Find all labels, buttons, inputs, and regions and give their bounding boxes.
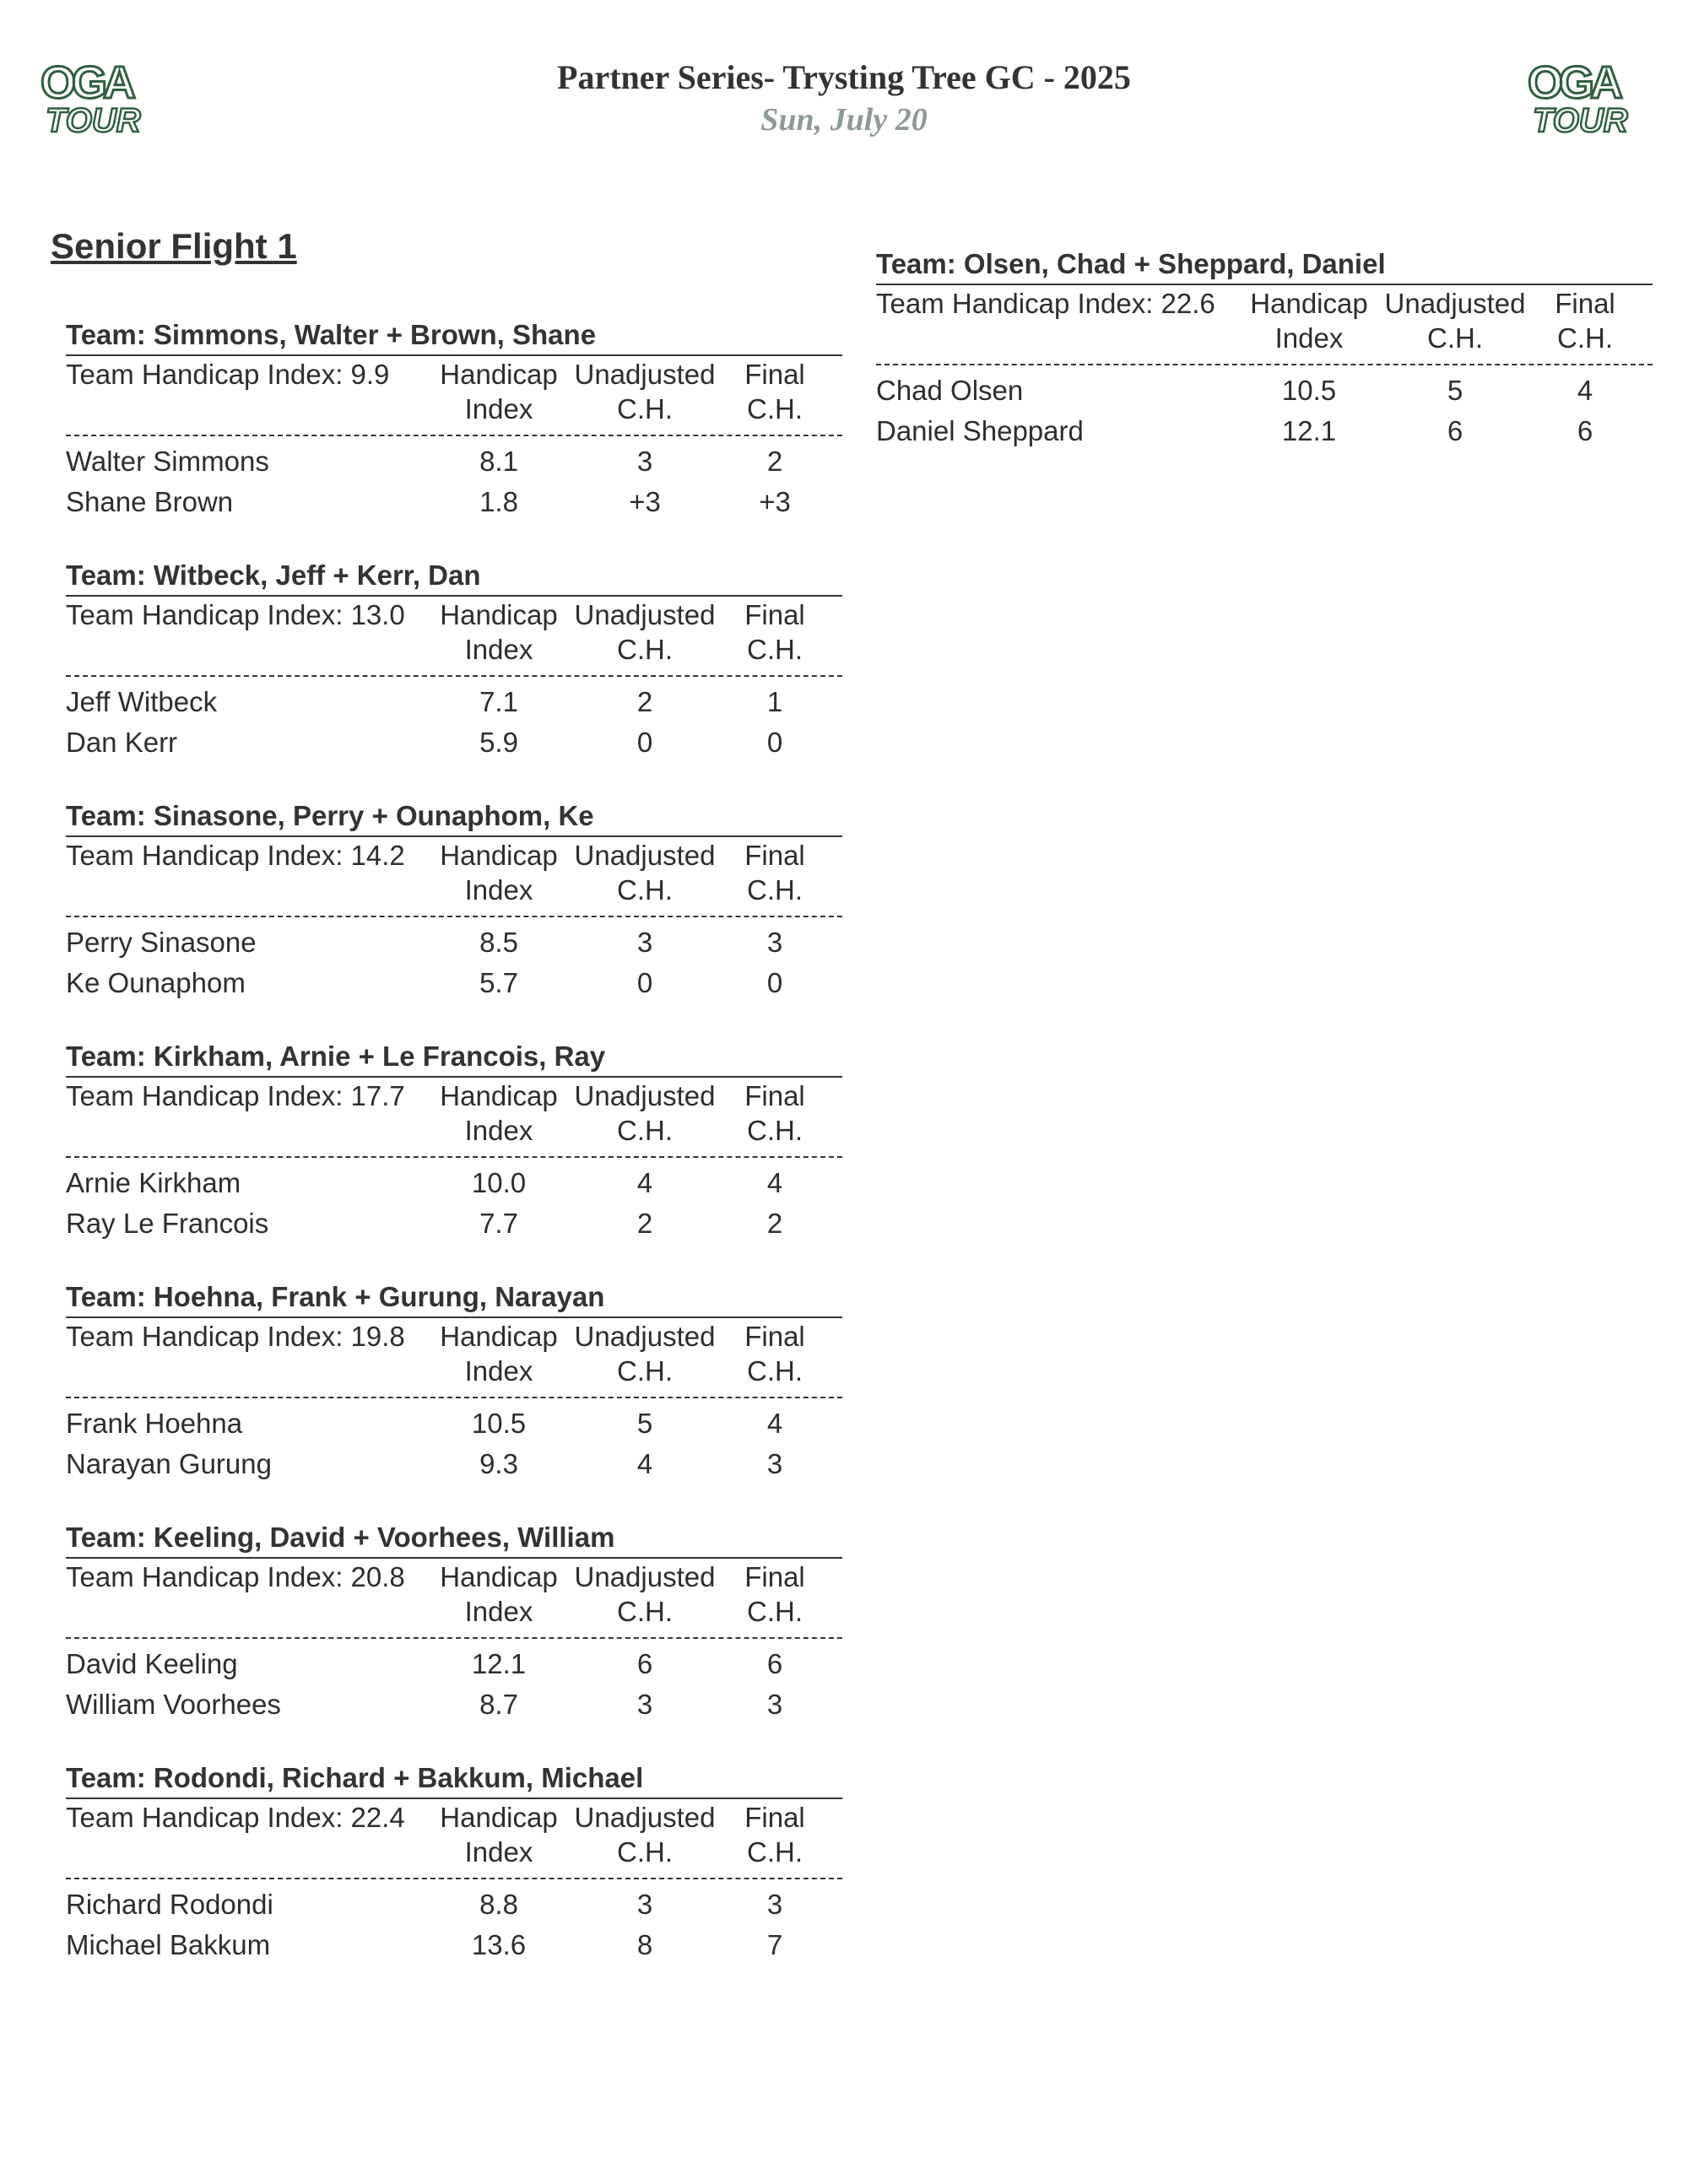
- player-name: David Keeling: [66, 1648, 238, 1679]
- team-block: [66, 1520, 842, 1725]
- player-final-ch: 4: [1577, 375, 1593, 406]
- header-line: Index: [464, 874, 533, 905]
- team-block: [66, 798, 842, 1003]
- team-name: Team: Rodondi, Richard + Bakkum, Michael: [66, 1760, 842, 1799]
- header-line: Handicap: [440, 1080, 558, 1111]
- page-title: Partner Series- Trysting Tree GC - 2025: [557, 58, 1131, 96]
- player-unadjusted-ch: 4: [636, 1448, 653, 1479]
- player-unadjusted-ch: 8: [636, 1929, 653, 1960]
- header-line: Handicap: [1250, 288, 1368, 319]
- final-ch-header: [728, 838, 822, 907]
- unadjusted-ch-header: [562, 838, 728, 907]
- team-header-row: [66, 1078, 842, 1158]
- player-final-ch: 3: [766, 1889, 783, 1920]
- final-ch-header: [728, 1319, 822, 1388]
- player-final-ch: 3: [766, 1689, 783, 1720]
- player-unadjusted-ch: +3: [629, 486, 661, 517]
- page-header: [0, 56, 1688, 140]
- player-name: William Voorhees: [66, 1689, 281, 1720]
- team-handicap-index: Team Handicap Index: 13.0: [66, 599, 405, 630]
- final-ch-header: [728, 597, 822, 667]
- player-unadjusted-ch: 4: [636, 1167, 653, 1198]
- team-handicap-index: Team Handicap Index: 19.8: [66, 1321, 405, 1352]
- player-row: [66, 1444, 842, 1484]
- player-handicap-index: 10.5: [1281, 375, 1337, 406]
- team-block: [66, 1760, 842, 1965]
- player-name: Chad Olsen: [876, 375, 1024, 406]
- player-row: [66, 1925, 842, 1965]
- player-rows: [876, 365, 1653, 451]
- player-row: [66, 963, 842, 1003]
- header-line: Index: [464, 1355, 533, 1387]
- player-handicap-index: 13.6: [471, 1929, 527, 1960]
- header-line: Final: [744, 1802, 805, 1833]
- player-rows: [66, 1879, 842, 1965]
- player-name: Michael Bakkum: [66, 1929, 271, 1960]
- header-line: Unadjusted: [574, 1321, 716, 1352]
- team-handicap-index: Team Handicap Index: 22.6: [876, 288, 1215, 319]
- team-name: Team: Keeling, David + Voorhees, William: [66, 1520, 842, 1559]
- team-name: Team: Sinasone, Perry + Ounaphom, Ke: [66, 798, 842, 837]
- player-row: [66, 722, 842, 763]
- header-line: Index: [1274, 322, 1344, 354]
- player-handicap-index: 8.5: [479, 927, 518, 958]
- handicap-index-header: [436, 1800, 562, 1869]
- header-line: Handicap: [440, 359, 558, 390]
- team-header-row: [66, 1799, 842, 1879]
- header-line: Unadjusted: [574, 1561, 716, 1592]
- player-unadjusted-ch: 0: [636, 727, 653, 758]
- header-line: Handicap: [440, 840, 558, 871]
- handicap-index-header: [436, 597, 562, 667]
- header-line: Index: [464, 634, 533, 665]
- header-line: Index: [464, 1115, 533, 1146]
- player-handicap-index: 7.7: [479, 1208, 518, 1239]
- team-handicap-index: Team Handicap Index: 17.7: [66, 1080, 405, 1111]
- player-final-ch: 1: [766, 686, 783, 717]
- header-line: Unadjusted: [574, 1802, 716, 1833]
- player-handicap-index: 7.1: [479, 686, 518, 717]
- header-line: Final: [1555, 288, 1615, 319]
- unadjusted-ch-header: [562, 597, 728, 667]
- player-rows: [66, 917, 842, 1003]
- left-column: [66, 317, 842, 2001]
- handicap-index-header: [436, 357, 562, 426]
- player-name: Dan Kerr: [66, 727, 178, 758]
- player-handicap-index: 10.0: [471, 1167, 527, 1198]
- player-final-ch: 7: [766, 1929, 783, 1960]
- player-row: [66, 1884, 842, 1925]
- header-line: C.H.: [747, 1596, 803, 1627]
- handicap-index-header: [1246, 286, 1372, 355]
- player-final-ch: +3: [759, 486, 791, 517]
- unadjusted-ch-header: [562, 357, 728, 426]
- player-handicap-index: 5.9: [479, 727, 518, 758]
- right-column: [876, 246, 1653, 487]
- header-line: Final: [744, 840, 805, 871]
- final-ch-header: [728, 1800, 822, 1869]
- header-line: Index: [464, 1596, 533, 1627]
- header-line: Final: [744, 599, 805, 630]
- header-line: Unadjusted: [574, 1080, 716, 1111]
- player-name: Shane Brown: [66, 486, 234, 517]
- unadjusted-ch-header: [562, 1800, 728, 1869]
- header-line: Handicap: [440, 1321, 558, 1352]
- team-header-row: [66, 356, 842, 436]
- header-line: Final: [744, 1561, 805, 1592]
- team-handicap-index: Team Handicap Index: 22.4: [66, 1802, 405, 1833]
- header-line: Unadjusted: [574, 359, 716, 390]
- header-line: Handicap: [440, 599, 558, 630]
- player-unadjusted-ch: 3: [636, 1689, 653, 1720]
- player-unadjusted-ch: 3: [636, 1889, 653, 1920]
- player-name: Arnie Kirkham: [66, 1167, 241, 1198]
- final-ch-header: [1538, 286, 1632, 355]
- player-final-ch: 0: [766, 967, 783, 998]
- player-handicap-index: 8.1: [479, 446, 518, 477]
- header-line: Handicap: [440, 1802, 558, 1833]
- player-handicap-index: 12.1: [1281, 415, 1337, 446]
- player-name: Jeff Witbeck: [66, 686, 218, 717]
- team-handicap-index: Team Handicap Index: 20.8: [66, 1561, 405, 1592]
- unadjusted-ch-header: [562, 1319, 728, 1388]
- player-rows: [66, 1398, 842, 1484]
- header-line: C.H.: [617, 393, 673, 424]
- player-unadjusted-ch: 2: [636, 1208, 653, 1239]
- player-name: Perry Sinasone: [66, 927, 257, 958]
- player-row: [876, 411, 1653, 451]
- final-ch-header: [728, 1078, 822, 1148]
- player-name: Frank Hoehna: [66, 1408, 243, 1439]
- team-handicap-index: Team Handicap Index: 9.9: [66, 359, 390, 390]
- header-line: C.H.: [617, 634, 673, 665]
- header-line: C.H.: [617, 1115, 673, 1146]
- player-name: Ke Ounaphom: [66, 967, 246, 998]
- player-row: [66, 1203, 842, 1244]
- handicap-index-header: [436, 1319, 562, 1388]
- team-header-row: [66, 597, 842, 677]
- event-date: Sun, July 20: [760, 102, 928, 138]
- final-ch-header: [728, 1560, 822, 1629]
- handicap-index-header: [436, 1560, 562, 1629]
- header-line: C.H.: [747, 634, 803, 665]
- header-line: Unadjusted: [1384, 288, 1526, 319]
- team-name: Team: Hoehna, Frank + Gurung, Narayan: [66, 1279, 842, 1318]
- team-header-row: [876, 285, 1653, 365]
- player-row: [66, 1684, 842, 1725]
- player-final-ch: 6: [766, 1648, 783, 1679]
- player-handicap-index: 5.7: [479, 967, 518, 998]
- player-unadjusted-ch: 6: [636, 1648, 653, 1679]
- header-line: Final: [744, 1321, 805, 1352]
- header-line: C.H.: [747, 1836, 803, 1868]
- team-name: Team: Kirkham, Arnie + Le Francois, Ray: [66, 1039, 842, 1078]
- player-final-ch: 2: [766, 1208, 783, 1239]
- player-name: Richard Rodondi: [66, 1889, 273, 1920]
- team-name: Team: Witbeck, Jeff + Kerr, Dan: [66, 558, 842, 597]
- player-row: [66, 441, 842, 482]
- team-name: Team: Olsen, Chad + Sheppard, Daniel: [876, 246, 1653, 285]
- player-final-ch: 4: [766, 1167, 783, 1198]
- unadjusted-ch-header: [562, 1078, 728, 1148]
- player-row: [876, 370, 1653, 411]
- team-header-row: [66, 837, 842, 917]
- player-final-ch: 4: [766, 1408, 783, 1439]
- player-unadjusted-ch: 2: [636, 686, 653, 717]
- team-block: [66, 558, 842, 763]
- player-rows: [66, 1158, 842, 1244]
- player-rows: [66, 1639, 842, 1725]
- team-block: [66, 317, 842, 522]
- handicap-index-header: [436, 1078, 562, 1148]
- flight-title: Senior Flight 1: [51, 226, 297, 266]
- player-final-ch: 3: [766, 927, 783, 958]
- player-unadjusted-ch: 5: [636, 1408, 653, 1439]
- final-ch-header: [728, 357, 822, 426]
- player-unadjusted-ch: 6: [1447, 415, 1463, 446]
- header-line: Index: [464, 1836, 533, 1868]
- player-final-ch: 2: [766, 446, 783, 477]
- unadjusted-ch-header: [562, 1560, 728, 1629]
- player-row: [66, 1403, 842, 1444]
- header-line: Unadjusted: [574, 840, 716, 871]
- handicap-index-header: [436, 838, 562, 907]
- header-line: C.H.: [617, 1355, 673, 1387]
- header-line: C.H.: [1427, 322, 1483, 354]
- header-line: C.H.: [747, 1115, 803, 1146]
- team-header-row: [66, 1559, 842, 1639]
- player-row: [66, 1644, 842, 1684]
- player-rows: [66, 677, 842, 763]
- header-line: C.H.: [617, 1836, 673, 1868]
- header-line: Final: [744, 1080, 805, 1111]
- player-handicap-index: 8.8: [479, 1889, 518, 1920]
- player-final-ch: 6: [1577, 415, 1593, 446]
- logo-text-tour: TOUR: [1533, 102, 1628, 135]
- player-row: [66, 482, 842, 522]
- header-line: C.H.: [747, 874, 803, 905]
- header-line: Index: [464, 393, 533, 424]
- header-line: C.H.: [617, 1596, 673, 1627]
- logo-text-tour: TOUR: [46, 102, 141, 135]
- header-line: Unadjusted: [574, 599, 716, 630]
- player-unadjusted-ch: 0: [636, 967, 653, 998]
- team-name: Team: Simmons, Walter + Brown, Shane: [66, 317, 842, 356]
- header-line: Handicap: [440, 1561, 558, 1592]
- player-name: Ray Le Francois: [66, 1208, 269, 1239]
- player-handicap-index: 8.7: [479, 1689, 518, 1720]
- team-block: [876, 246, 1653, 451]
- logo-text-oga: OGA: [1528, 57, 1620, 108]
- player-unadjusted-ch: 3: [636, 446, 653, 477]
- header-line: C.H.: [747, 393, 803, 424]
- player-row: [66, 682, 842, 722]
- player-unadjusted-ch: 5: [1447, 375, 1463, 406]
- header-line: C.H.: [747, 1355, 803, 1387]
- unadjusted-ch-header: [1372, 286, 1538, 355]
- team-block: [66, 1279, 842, 1484]
- player-handicap-index: 9.3: [479, 1448, 518, 1479]
- player-name: Walter Simmons: [66, 446, 269, 477]
- player-final-ch: 3: [766, 1448, 783, 1479]
- player-final-ch: 0: [766, 727, 783, 758]
- team-handicap-index: Team Handicap Index: 14.2: [66, 840, 405, 871]
- team-block: [66, 1039, 842, 1244]
- header-line: Final: [744, 359, 805, 390]
- player-row: [66, 922, 842, 963]
- header-line: C.H.: [1557, 322, 1613, 354]
- team-header-row: [66, 1318, 842, 1398]
- logo-text-oga: OGA: [41, 57, 133, 108]
- player-handicap-index: 10.5: [471, 1408, 527, 1439]
- player-rows: [66, 436, 842, 522]
- player-row: [66, 1163, 842, 1203]
- player-handicap-index: 12.1: [471, 1648, 527, 1679]
- player-name: Daniel Sheppard: [876, 415, 1084, 446]
- header-line: C.H.: [617, 874, 673, 905]
- player-unadjusted-ch: 3: [636, 927, 653, 958]
- player-name: Narayan Gurung: [66, 1448, 272, 1479]
- player-handicap-index: 1.8: [479, 486, 518, 517]
